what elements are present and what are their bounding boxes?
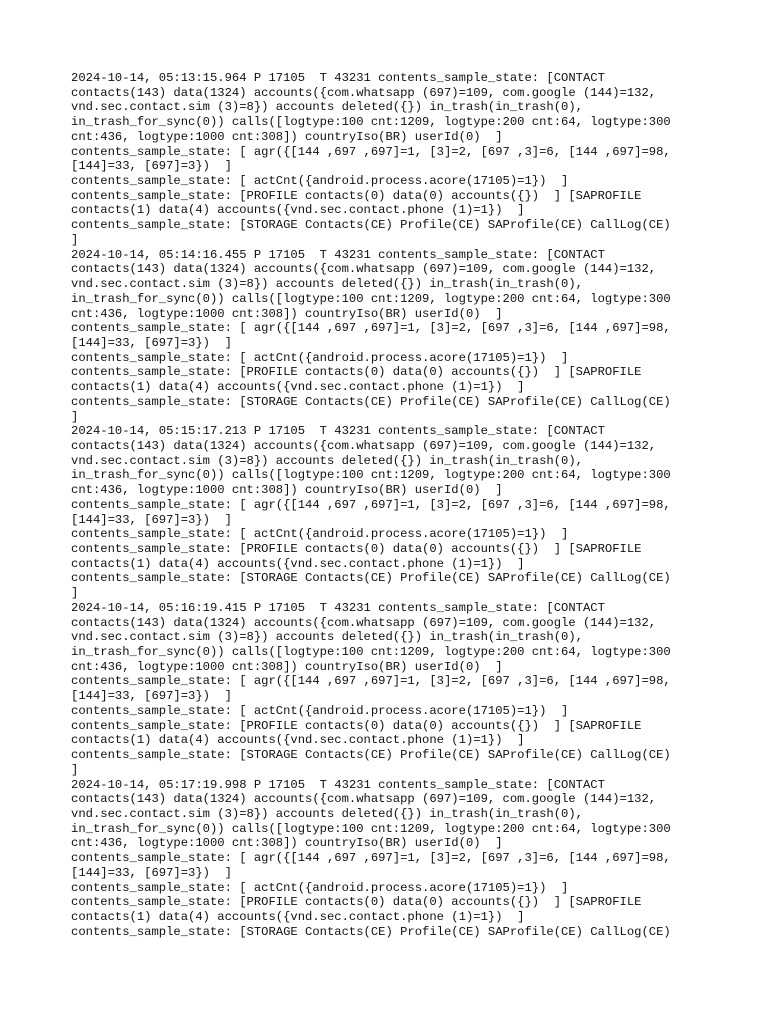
log-line: contacts(143) data(1324) accounts({com.whatsapp (697)=109, com.google (144)=132, xyxy=(71,792,657,807)
log-line: [144]=33, [697]=3}) ] xyxy=(71,335,232,350)
log-line: contents_sample_state: [ agr({[144 ,697 ,697]=1, [3]=2, [697 ,3]=6, [144 ,697]=98, xyxy=(71,851,671,866)
log-line: 2024-10-14, 05:17:19.998 P 17105 T 43231 contents_sample_state: [CONTACT xyxy=(71,777,605,792)
log-line: in_trash_for_sync(0)) calls([logtype:100 cnt:1209, logtype:200 cnt:64, logtype:300 xyxy=(71,291,671,306)
log-line: contents_sample_state: [STORAGE Contacts(CE) Profile(CE) SAProfile(CE) CallLog(CE) xyxy=(71,218,671,233)
log-line: cnt:436, logtype:1000 cnt:308]) countryIso(BR) userId(0) ] xyxy=(71,129,503,144)
log-line: [144]=33, [697]=3}) ] xyxy=(71,512,232,527)
log-line: contents_sample_state: [ agr({[144 ,697 ,697]=1, [3]=2, [697 ,3]=6, [144 ,697]=98, xyxy=(71,674,671,689)
log-line: contents_sample_state: [PROFILE contacts(0) data(0) accounts({}) ] [SAPROFILE xyxy=(71,365,642,380)
log-line: 2024-10-14, 05:13:15.964 P 17105 T 43231 contents_sample_state: [CONTACT xyxy=(71,71,605,85)
log-line: vnd.sec.contact.sim (3)=8}) accounts deleted({}) in_trash(in_trash(0), xyxy=(71,277,583,292)
log-line: contacts(1) data(4) accounts({vnd.sec.contact.phone (1)=1}) ] xyxy=(71,380,525,395)
log-line: cnt:436, logtype:1000 cnt:308]) countryIso(BR) userId(0) ] xyxy=(71,306,503,321)
log-line: vnd.sec.contact.sim (3)=8}) accounts deleted({}) in_trash(in_trash(0), xyxy=(71,453,583,468)
log-line: contents_sample_state: [ actCnt({android.process.acore(17105)=1}) ] xyxy=(71,703,569,718)
log-line: cnt:436, logtype:1000 cnt:308]) countryIso(BR) userId(0) ] xyxy=(71,836,503,851)
log-line: cnt:436, logtype:1000 cnt:308]) countryIso(BR) userId(0) ] xyxy=(71,659,503,674)
log-line: contents_sample_state: [ agr({[144 ,697 ,697]=1, [3]=2, [697 ,3]=6, [144 ,697]=98, xyxy=(71,321,671,336)
log-line: contacts(1) data(4) accounts({vnd.sec.contact.phone (1)=1}) ] xyxy=(71,203,525,218)
log-line: contents_sample_state: [PROFILE contacts(0) data(0) accounts({}) ] [SAPROFILE xyxy=(71,895,642,910)
log-line: in_trash_for_sync(0)) calls([logtype:100 cnt:1209, logtype:200 cnt:64, logtype:300 xyxy=(71,645,671,660)
log-line: cnt:436, logtype:1000 cnt:308]) countryIso(BR) userId(0) ] xyxy=(71,483,503,498)
log-line: contents_sample_state: [ agr({[144 ,697 ,697]=1, [3]=2, [697 ,3]=6, [144 ,697]=98, xyxy=(71,497,671,512)
log-line: vnd.sec.contact.sim (3)=8}) accounts deleted({}) in_trash(in_trash(0), xyxy=(71,630,583,645)
log-line: contents_sample_state: [PROFILE contacts(0) data(0) accounts({}) ] [SAPROFILE xyxy=(71,542,642,556)
log-line: 2024-10-14, 05:15:17.213 P 17105 T 43231 contents_sample_state: [CONTACT xyxy=(71,424,605,439)
log-line: contents_sample_state: [ actCnt({android.process.acore(17105)=1}) ] xyxy=(71,527,569,542)
log-line: contents_sample_state: [PROFILE contacts(0) data(0) accounts({}) ] [SAPROFILE xyxy=(71,188,642,203)
log-line: contacts(143) data(1324) accounts({com.whatsapp (697)=109, com.google (144)=132, xyxy=(71,262,657,277)
log-line: vnd.sec.contact.sim (3)=8}) accounts deleted({}) in_trash(in_trash(0), xyxy=(71,806,583,821)
log-line: contacts(143) data(1324) accounts({com.whatsapp (697)=109, com.google (144)=132, xyxy=(71,85,657,100)
log-line: contents_sample_state: [STORAGE Contacts(CE) Profile(CE) SAProfile(CE) CallLog(CE) xyxy=(71,571,671,586)
log-line: in_trash_for_sync(0)) calls([logtype:100 cnt:1209, logtype:200 cnt:64, logtype:300 xyxy=(71,821,671,836)
log-line: contents_sample_state: [ actCnt({android.process.acore(17105)=1}) ] xyxy=(71,880,569,895)
log-text-block xyxy=(71,71,711,939)
log-line: contacts(1) data(4) accounts({vnd.sec.contact.phone (1)=1}) ] xyxy=(71,909,525,924)
log-line: in_trash_for_sync(0)) calls([logtype:100 cnt:1209, logtype:200 cnt:64, logtype:300 xyxy=(71,468,671,483)
log-line: 2024-10-14, 05:16:19.415 P 17105 T 43231 contents_sample_state: [CONTACT xyxy=(71,600,605,615)
log-line: 2024-10-14, 05:14:16.455 P 17105 T 43231 contents_sample_state: [CONTACT xyxy=(71,247,605,262)
log-line: contacts(1) data(4) accounts({vnd.sec.contact.phone (1)=1}) ] xyxy=(71,556,525,571)
log-line: in_trash_for_sync(0)) calls([logtype:100 cnt:1209, logtype:200 cnt:64, logtype:300 xyxy=(71,115,671,130)
log-line: contents_sample_state: [PROFILE contacts(0) data(0) accounts({}) ] [SAPROFILE xyxy=(71,718,642,733)
log-line: ] xyxy=(71,586,79,601)
log-line: vnd.sec.contact.sim (3)=8}) accounts deleted({}) in_trash(in_trash(0), xyxy=(71,100,583,115)
log-line: ] xyxy=(71,409,79,424)
log-line: contents_sample_state: [STORAGE Contacts(CE) Profile(CE) SAProfile(CE) CallLog(CE) xyxy=(71,394,671,409)
log-line: contents_sample_state: [ actCnt({android.process.acore(17105)=1}) ] xyxy=(71,350,569,365)
log-line: [144]=33, [697]=3}) ] xyxy=(71,689,232,704)
log-line: contents_sample_state: [ agr({[144 ,697 ,697]=1, [3]=2, [697 ,3]=6, [144 ,697]=98, xyxy=(71,144,671,159)
log-line: ] xyxy=(71,232,79,247)
log-line: contents_sample_state: [STORAGE Contacts(CE) Profile(CE) SAProfile(CE) CallLog(CE) xyxy=(71,924,671,939)
log-line: ] xyxy=(71,762,79,777)
log-line: contacts(1) data(4) accounts({vnd.sec.contact.phone (1)=1}) ] xyxy=(71,733,525,748)
log-line: [144]=33, [697]=3}) ] xyxy=(71,159,232,174)
log-line: contacts(143) data(1324) accounts({com.whatsapp (697)=109, com.google (144)=132, xyxy=(71,615,657,630)
log-line: [144]=33, [697]=3}) ] xyxy=(71,865,232,880)
log-line: contents_sample_state: [ actCnt({android.process.acore(17105)=1}) ] xyxy=(71,174,569,189)
log-line: contacts(143) data(1324) accounts({com.whatsapp (697)=109, com.google (144)=132, xyxy=(71,438,657,453)
log-line: contents_sample_state: [STORAGE Contacts(CE) Profile(CE) SAProfile(CE) CallLog(CE) xyxy=(71,748,671,763)
